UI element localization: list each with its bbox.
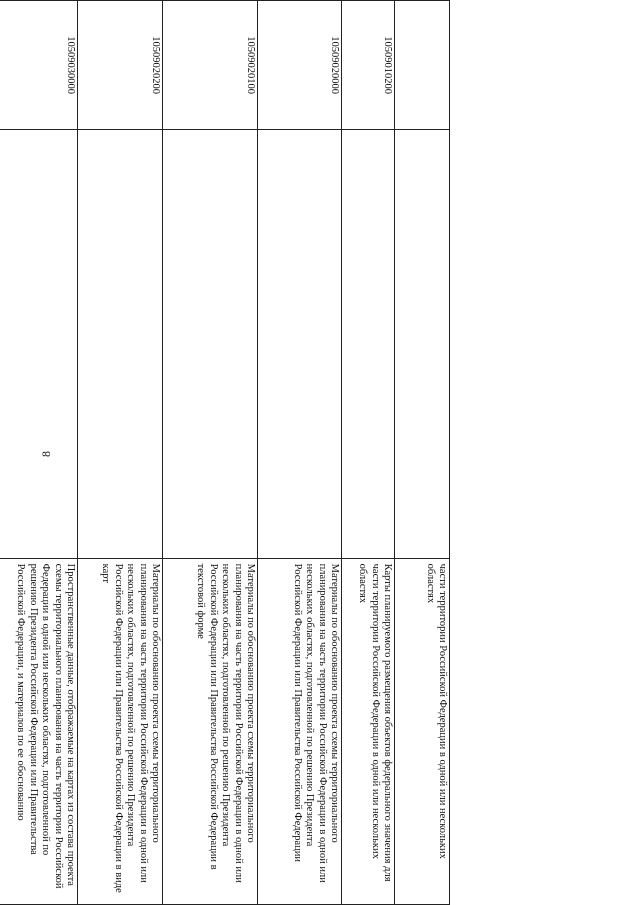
row-description-cell: Материалы по обоснованию проекта схемы территориального планирования на часть территории Российской Федерации в одной или нескольких областях, подготовленной по решению Президента Российской Федерации или Правительства Российской Федерации	[258, 558, 342, 904]
row-name-cell	[78, 130, 163, 559]
row-description-cell: Карты планируемого размещения объектов федерального значения для части территории Российской Федерации в одной или нескольких областях	[342, 558, 395, 904]
row-name-cell	[342, 130, 395, 559]
table-row	[258, 1, 342, 905]
row-description-cell: Пространственные данные, отображаемые на картах из состава проекта схемы территориального планирования на часть территории Российской Федерации в одной или нескольких областях, подготовленной по решению Президента Российской Федерации или Правительства Российской Федерации, и материалов по ее обоснованию	[0, 558, 78, 904]
row-description-cell: Материалы по обоснованию проекта схемы территориального планирования на часть территории Российской Федерации в одной или нескольких областях, подготовленной по решению Президента Российской Федерации или Правительства Российской Федерации в текстовой форме	[163, 558, 258, 904]
row-name-cell	[0, 130, 78, 559]
table-row	[163, 1, 258, 905]
row-code-cell: 10509020100	[163, 1, 258, 130]
row-code-cell	[395, 1, 450, 130]
row-description-cell: Материалы по обоснованию проекта схемы территориального планирования на часть территории Российской Федерации в одной или нескольких областях, подготовленной по решению Президента Российской Федерации или Правительства Российской Федерации в виде карт	[78, 558, 163, 904]
row-code-cell: 10509020000	[258, 1, 342, 130]
table-row	[78, 1, 163, 905]
table-row	[342, 1, 395, 905]
row-name-cell	[258, 130, 342, 559]
page-number: 8	[39, 451, 53, 457]
row-code-cell: 10509020200	[78, 1, 163, 130]
row-name-cell	[395, 130, 450, 559]
row-code-cell: 10509010200	[342, 1, 395, 130]
table-row	[0, 1, 78, 905]
table-row	[395, 1, 450, 905]
row-code-cell: 10509030000	[0, 1, 78, 130]
row-name-cell	[163, 130, 258, 559]
row-description-cell: части территории Российской Федерации в одной или нескольких областях	[395, 558, 450, 904]
